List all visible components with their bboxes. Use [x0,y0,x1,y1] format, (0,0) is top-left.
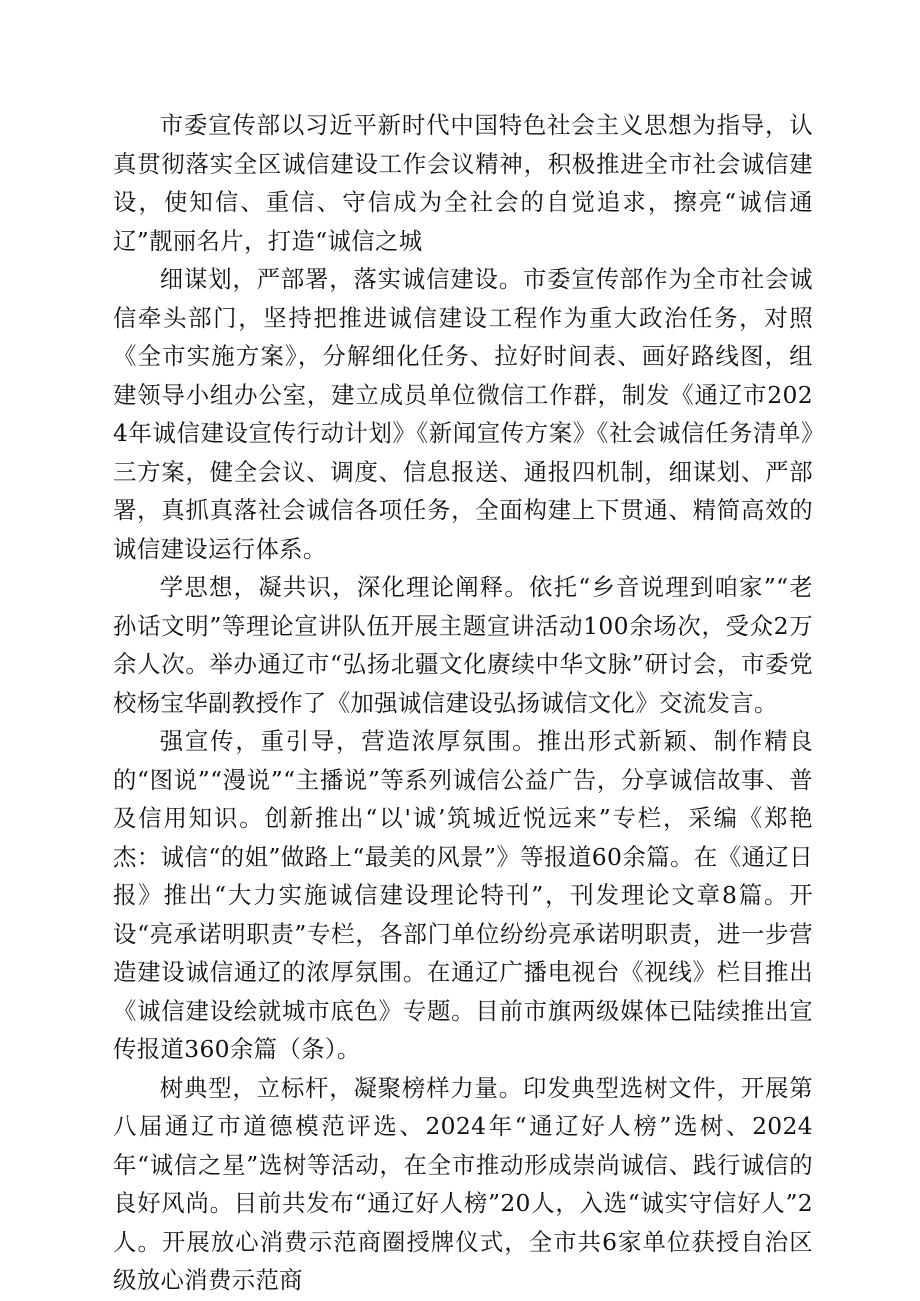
document-body [113,106,813,1300]
paragraph-planning: 细谋划，严部署，落实诚信建设。市委宣传部作为全市社会诚信牵头部门，坚持把推进诚信建设工程作为重大政治任务，对照《全市实施方案》，分解细化任务、拉好时间表、画好路线图，组建领导小组办公室，建立成员单位微信工作群，制发《通辽市2024年诚信建设宣传行动计划》《新闻宣传方案》《社会诚信任务清单》三方案，健全会议、调度、信息报送、通报四机制，细谋划、严部署，真抓真落社会诚信各项任务，全面构建上下贯通、精简高效的诚信建设运行体系。 [113,265,813,563]
paragraph-publicity: 强宣传，重引导，营造浓厚氛围。推出形式新颖、制作精良的“图说”“漫说”“主播说”等系列诚信公益广告，分享诚信故事、普及信用知识。创新推出“以'诚’筑城近悦远来”专栏，采编《郑艳杰：诚信“的姐”做路上“最美的风景”》等报道60余篇。在《通辽日报》推出“大力实施诚信建设理论特刊”，刊发理论文章8篇。开设“亮承诺明职责”专栏，各部门单位纷纷亮承诺明职责，进一步营造建设诚信通辽的浓厚氛围。在通辽广播电视台《视线》栏目推出《诚信建设绘就城市底色》专题。目前市旗两级媒体已陆续推出宣传报道360余篇（条）。 [113,727,813,1063]
paragraph-theory: 学思想，凝共识，深化理论阐释。依托“乡音说理到咱家”“老孙话文明”等理论宣讲队伍开展主题宣讲活动100余场次，受众2万余人次。举办通辽市“弘扬北疆文化赓续中华文脉”研讨会，市委党校杨宝华副教授作了《加强诚信建设弘扬诚信文化》交流发言。 [113,573,813,717]
paragraph-intro: 市委宣传部以习近平新时代中国特色社会主义思想为指导，认真贯彻落实全区诚信建设工作会议精神，积极推进全市社会诚信建设，使知信、重信、守信成为全社会的自觉追求，擦亮“诚信通辽”靓丽名片，打造“诚信之城 [113,111,813,255]
paragraph-models: 树典型，立标杆，凝聚榜样力量。印发典型选树文件，开展第八届通辽市道德模范评选、2024年“通辽好人榜”选树、2024年“诚信之星”选树等活动，在全市推动形成崇尚诚信、践行诚信的良好风尚。目前共发布“通辽好人榜”20人，入选“诚实守信好人”2人。开展放心消费示范商圈授牌仪式，全市共6家单位获授自治区级放心消费示范商 [113,1073,813,1294]
